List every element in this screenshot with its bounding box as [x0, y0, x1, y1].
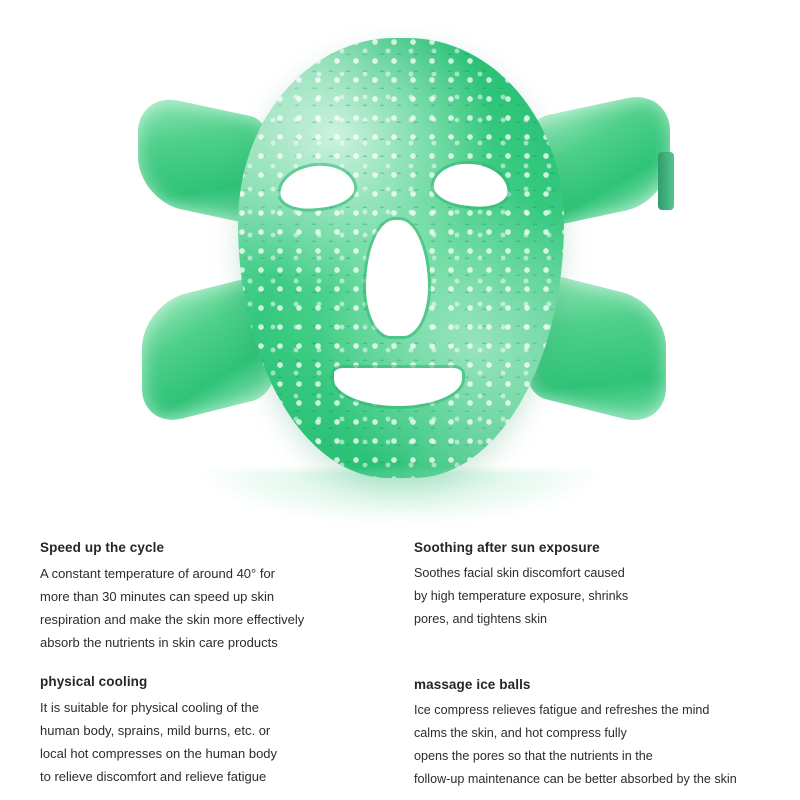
feature-line: absorb the nutrients in skin care products — [40, 635, 278, 650]
feature-massage-ice-balls — [414, 677, 744, 791]
feature-line: calms the skin, and hot compress fully — [414, 726, 627, 740]
feature-title: Soothing after sun exposure — [414, 540, 600, 555]
feature-line: opens the pores so that the nutrients in the — [414, 749, 653, 763]
feature-line: human body, sprains, mild burns, etc. or — [40, 723, 271, 738]
feature-title: massage ice balls — [414, 677, 531, 692]
feature-line: to relieve discomfort and relieve fatigue — [40, 769, 267, 784]
feature-line: Ice compress relieves fatigue and refreshes the mind — [414, 703, 710, 717]
mask-face-body — [238, 38, 564, 478]
feature-column-right — [414, 540, 744, 800]
strap-clip — [658, 152, 674, 210]
feature-line: more than 30 minutes can speed up skin — [40, 589, 275, 604]
feature-line: A constant temperature of around 40° for — [40, 566, 276, 581]
feature-title: Speed up the cycle — [40, 540, 165, 555]
gel-face-mask-graphic — [120, 20, 680, 490]
surface-reflection — [200, 470, 600, 524]
feature-line: It is suitable for physical cooling of the — [40, 700, 259, 715]
feature-physical-cooling — [40, 674, 370, 788]
feature-column-left — [40, 540, 370, 800]
feature-title: physical cooling — [40, 674, 148, 689]
feature-line: respiration and make the skin more effectively — [40, 612, 305, 627]
feature-line: follow-up maintenance can be better absorbed by the skin — [414, 772, 737, 786]
feature-speed-up-the-cycle — [40, 540, 370, 654]
feature-line: pores, and tightens skin — [414, 612, 548, 626]
nose-opening — [366, 220, 428, 336]
feature-text-block — [0, 532, 800, 800]
feature-line: by high temperature exposure, shrinks — [414, 589, 629, 603]
feature-line: local hot compresses on the human body — [40, 746, 278, 761]
feature-soothing-after-sun-exposure — [414, 540, 744, 631]
feature-line: Soothes facial skin discomfort caused — [414, 566, 625, 580]
